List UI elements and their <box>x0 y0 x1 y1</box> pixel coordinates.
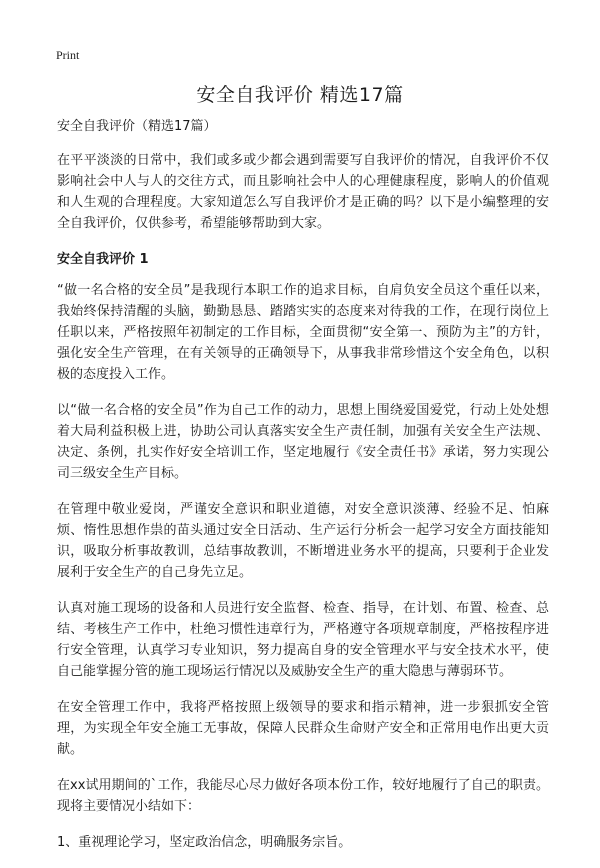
body-paragraph: 以“做一名合格的安全员”作为自己工作的动力，思想上围绕爱国爱党，行动上处处想着大局利益积极上进，协助公司认真落实安全生产责任制，加强有关安全生产法规、决定、条例，扎实作好安全培训工作，坚定地履行《安全责任书》承诺，努力实现公司三级安全生产目标。 <box>57 403 549 481</box>
body-paragraph: “做一名合格的安全员”是我现行本职工作的追求目标，自肩负安全员这个重任以来，我始终保持清醒的头脑，勤勤恳恳、踏踏实实的态度来对待我的工作，在现行岗位上任职以来，严格按照年初制定的工作目标，全面贯彻“安全第一、预防为主”的方针，强化安全生产管理，在有关领导的正确领导下，从事我非常珍惜这个安全角色，以积极的态度投入工作。 <box>57 283 549 382</box>
body-paragraph: 在安全管理工作中，我将严格按照上级领导的要求和指示精神，进一步狠抓安全管理，为实现全年安全施工无事故，保障人民群众生命财产安全和正常用电作出更大贡献。 <box>57 700 549 757</box>
document-subtitle: 安全自我评价（精选17篇） <box>57 119 217 134</box>
body-paragraph: 在xx试用期间的`工作，我能尽心尽力做好各项本份工作，较好地履行了自己的职责。现将主要情况小结如下： <box>57 778 549 814</box>
intro-paragraph: 在平平淡淡的日常中，我们或多或少都会遇到需要写自我评价的情况，自我评价不仅影响社会中人与人的交往方式，而且影响社会中人的心理健康程度，影响人的价值观和人生观的合理程度。大家知道怎么写自我评价才是正确的吗？以下是小编整理的安全自我评价，仅供参考，希望能够帮助到大家。 <box>57 153 549 231</box>
body-paragraph: 在管理中敬业爱岗，严谨安全意识和职业道德，对安全意识淡薄、经验不足、怕麻烦、惰性思想作祟的苗头通过安全日活动、生产运行分析会一起学习安全方面技能知识，吸取分析事故教训，总结事故教训，不断增进业务水平的提高，只要利于企业发展利于安全生产的自己身先立足。 <box>57 502 549 580</box>
print-link[interactable]: Print <box>56 48 80 62</box>
section-heading: 安全自我评价 1 <box>57 252 149 267</box>
body-paragraph: 认真对施工现场的设备和人员进行安全监督、检查、指导，在计划、布置、检查、总结、考核生产工作中，杜绝习惯性违章行为，严格遵守各项规章制度，严格按程序进行安全管理，认真学习专业知识，努力提高自身的安全管理水平与安全技术水平，使自己能掌握分管的施工现场运行情况以及威胁安全生产的重大隐患与薄弱环节。 <box>57 601 549 679</box>
document-title: 安全自我评价 精选17篇 <box>196 84 404 106</box>
list-item: 1、重视理论学习，坚定政治信念，明确服务宗旨。 <box>57 835 352 850</box>
document-body <box>57 116 549 868</box>
